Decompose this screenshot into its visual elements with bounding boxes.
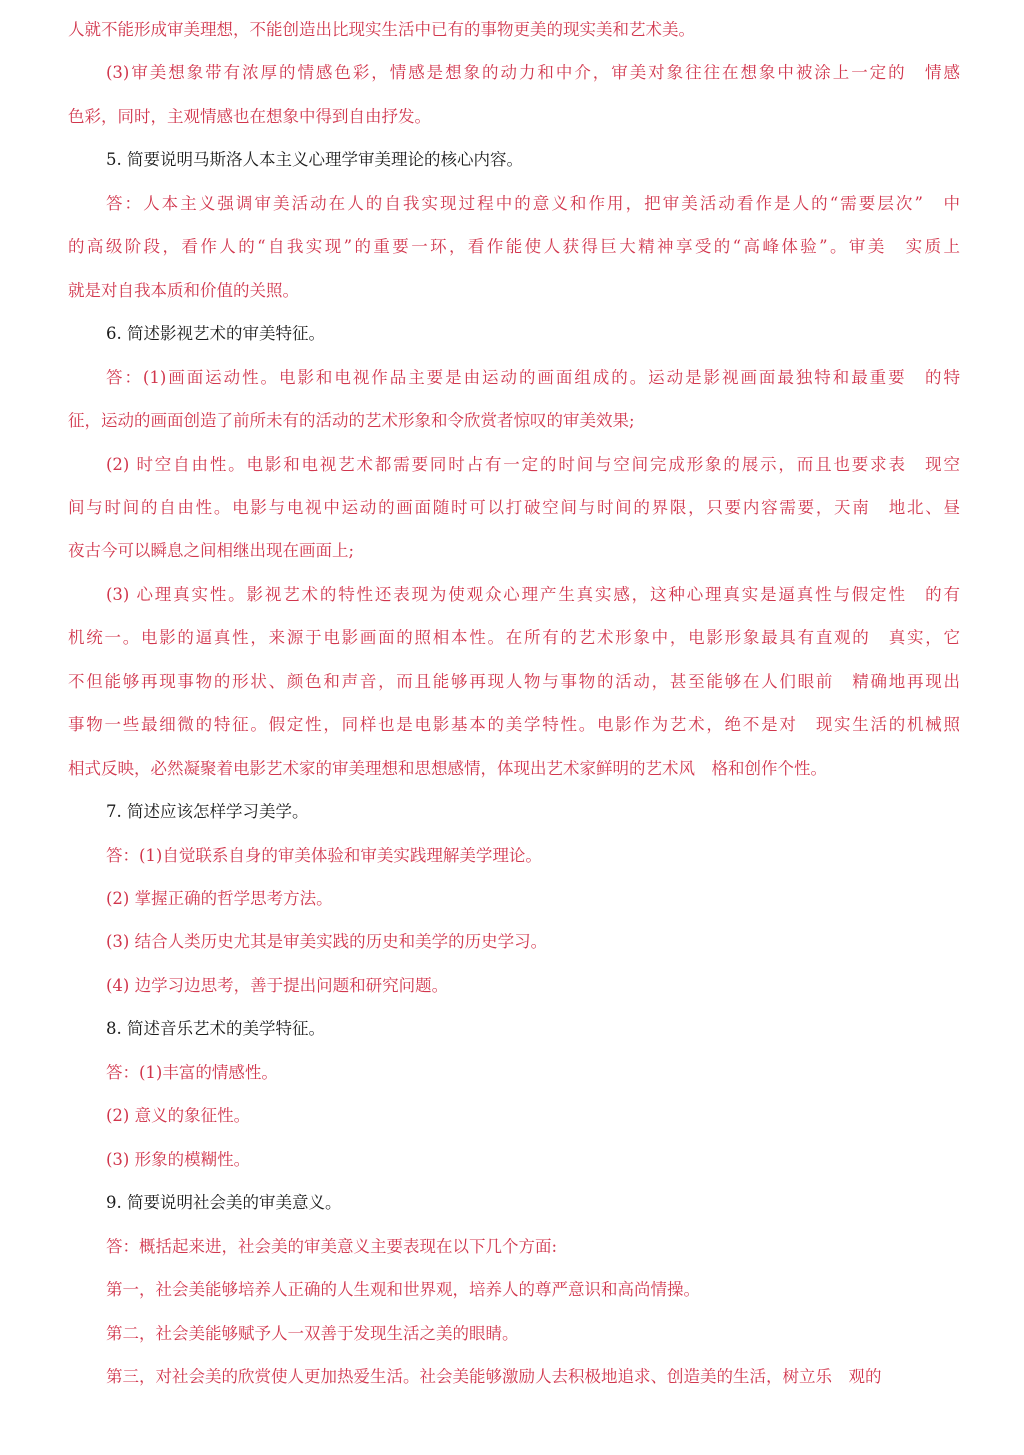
answer-line: 不但能够再现事物的形状、颜色和声音，而且能够再现人物与事物的活动，甚至能够在人们眼前 精确地再现出 — [68, 672, 960, 691]
answer-line: 相式反映，必然凝聚着电影艺术家的审美理想和思想感情，体现出艺术家鲜明的艺术风 格和创作个性。 — [68, 759, 827, 778]
answer-line: (2) 意义的象征性。 — [106, 1106, 251, 1125]
answer-line: 第三，对社会美的欣赏使人更加热爱生活。社会美能够激励人去积极地追求、创造美的生活，树立乐 观的 — [106, 1367, 882, 1386]
answer-line: 答：(1)丰富的情感性。 — [106, 1063, 278, 1082]
answer-line: (2) 掌握正确的哲学思考方法。 — [106, 889, 333, 908]
answer-line: 答：(1)自觉联系自身的审美体验和审美实践理解美学理论。 — [106, 846, 542, 865]
answer-line: 答：(1)画面运动性。电影和电视作品主要是由运动的画面组成的。运动是影视画面最独特和最重要 的特 — [106, 368, 960, 387]
answer-line: 色彩，同时，主观情感也在想象中得到自由抒发。 — [68, 107, 431, 126]
question-line: 7. 简述应该怎样学习美学。 — [106, 802, 309, 821]
answer-line: 征，运动的画面创造了前所未有的活动的艺术形象和令欣赏者惊叹的审美效果; — [68, 411, 635, 430]
answer-line: 就是对自我本质和价值的关照。 — [68, 281, 299, 300]
answer-line: (2) 时空自由性。电影和电视艺术都需要同时占有一定的时间与空间完成形象的展示，而且也要求表 现空 — [106, 455, 960, 474]
answer-line: 第二，社会美能够赋予人一双善于发现生活之美的眼睛。 — [106, 1324, 519, 1343]
answer-line: 人就不能形成审美理想，不能创造出比现实生活中已有的事物更美的现实美和艺术美。 — [68, 20, 695, 39]
answer-line: (3) 结合人类历史尤其是审美实践的历史和美学的历史学习。 — [106, 932, 548, 951]
answer-line: (3) 心理真实性。影视艺术的特性还表现为使观众心理产生真实感，这种心理真实是逼真性与假定性 的有 — [106, 585, 960, 604]
question-line: 8. 简述音乐艺术的美学特征。 — [106, 1019, 325, 1038]
answer-line: 答：概括起来进，社会美的审美意义主要表现在以下几个方面: — [106, 1237, 558, 1256]
answer-line: 第一，社会美能够培养人正确的人生观和世界观，培养人的尊严意识和高尚情操。 — [106, 1280, 700, 1299]
answer-line: (3) 形象的模糊性。 — [106, 1150, 251, 1169]
answer-line: 答：人本主义强调审美活动在人的自我实现过程中的意义和作用，把审美活动看作是人的“需要层次” 中 — [106, 194, 960, 213]
answer-line: (3)审美想象带有浓厚的情感色彩，情感是想象的动力和中介，审美对象往往在想象中被涂上一定的 情感 — [106, 63, 960, 82]
answer-line: (4) 边学习边思考，善于提出问题和研究问题。 — [106, 976, 449, 995]
question-line: 9. 简要说明社会美的审美意义。 — [106, 1193, 342, 1212]
answer-line: 的高级阶段，看作人的“自我实现”的重要一环，看作能使人获得巨大精神享受的“高峰体验”。审美 实质上 — [68, 237, 960, 256]
answer-line: 间与时间的自由性。电影与电视中运动的画面随时可以打破空间与时间的界限，只要内容需要，天南 地北、昼 — [68, 498, 960, 517]
answer-line: 事物一些最细微的特征。假定性，同样也是电影基本的美学特性。电影作为艺术，绝不是对 现实生活的机械照 — [68, 715, 960, 734]
answer-line: 夜古今可以瞬息之间相继出现在画面上; — [68, 541, 355, 560]
answer-line: 机统一。电影的逼真性，来源于电影画面的照相本性。在所有的艺术形象中，电影形象最具有直观的 真实，它 — [68, 628, 960, 647]
question-line: 6. 简述影视艺术的审美特征。 — [106, 324, 325, 343]
question-line: 5. 简要说明马斯洛人本主义心理学审美理论的核心内容。 — [106, 150, 523, 169]
